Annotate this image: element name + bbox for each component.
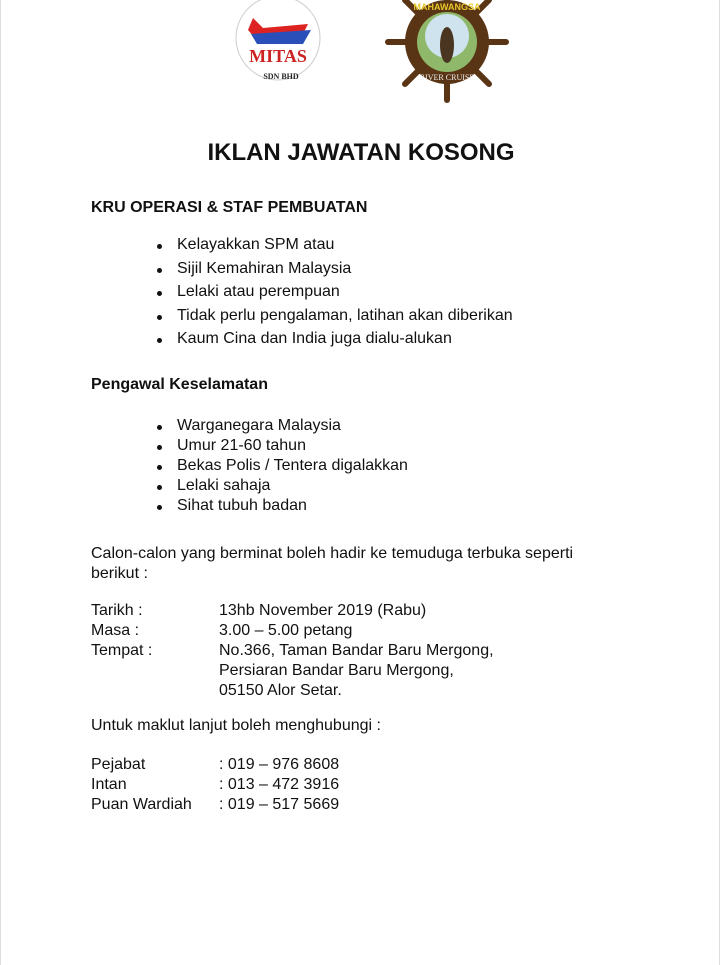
contact-name: Puan Wardiah [91, 796, 192, 813]
list-item: Umur 21-60 tahun [151, 437, 408, 457]
detail-label: Tarikh : [91, 602, 143, 619]
detail-value: Persiaran Bandar Baru Mergong, [219, 662, 454, 679]
svg-text:MITAS: MITAS [249, 46, 307, 66]
intro-line: Calon-calon yang berminat boleh hadir ke temuduga terbuka seperti [91, 545, 574, 562]
list-item: Lelaki sahaja [151, 477, 408, 497]
svg-text:MAHAWANGSA: MAHAWANGSA [413, 2, 481, 12]
detail-value: 3.00 – 5.00 petang [219, 622, 353, 639]
list-item: Tidak perlu pengalaman, latihan akan diberikan [151, 307, 513, 331]
contact-name: Intan [91, 776, 127, 793]
intro-line: berikut : [91, 565, 148, 582]
requirements-list-kru [151, 236, 513, 354]
detail-value: 13hb November 2019 (Rabu) [219, 602, 427, 619]
contact-name: Pejabat [91, 756, 146, 773]
intro-text [91, 544, 573, 584]
detail-label: Masa : [91, 622, 140, 639]
list-item: Kelayakkan SPM atau [151, 236, 513, 260]
interview-details [91, 601, 494, 701]
detail-value: 05150 Alor Setar. [219, 682, 342, 699]
list-item: Warganegara Malaysia [151, 417, 408, 437]
contact-phone: : 019 – 517 5669 [219, 796, 340, 813]
requirements-list-pengawal [151, 417, 408, 517]
contact-phone: : 019 – 976 8608 [219, 756, 340, 773]
contact-list [91, 755, 339, 815]
svg-text:SDN BHD: SDN BHD [263, 72, 299, 81]
section-heading-kru: KRU OPERASI & STAF PEMBUATAN [91, 199, 368, 216]
list-item: Sihat tubuh badan [151, 497, 408, 517]
svg-text:RIVER CRUISE: RIVER CRUISE [419, 73, 475, 82]
contact-phone: : 013 – 472 3916 [219, 776, 340, 793]
mahawangsa-logo [383, 0, 511, 105]
mitas-logo [223, 0, 333, 85]
list-item: Kaum Cina dan India juga dialu-alukan [151, 330, 513, 354]
section-heading-pengawal: Pengawal Keselamatan [91, 376, 268, 393]
page-title: IKLAN JAWATAN KOSONG [207, 139, 515, 166]
list-item: Bekas Polis / Tentera digalakkan [151, 457, 408, 477]
list-item: Lelaki atau perempuan [151, 283, 513, 307]
detail-label: Tempat : [91, 642, 153, 659]
contact-intro: Untuk maklut lanjut boleh menghubungi : [91, 717, 381, 734]
list-item: Sijil Kemahiran Malaysia [151, 260, 513, 284]
detail-value: No.366, Taman Bandar Baru Mergong, [219, 642, 494, 659]
